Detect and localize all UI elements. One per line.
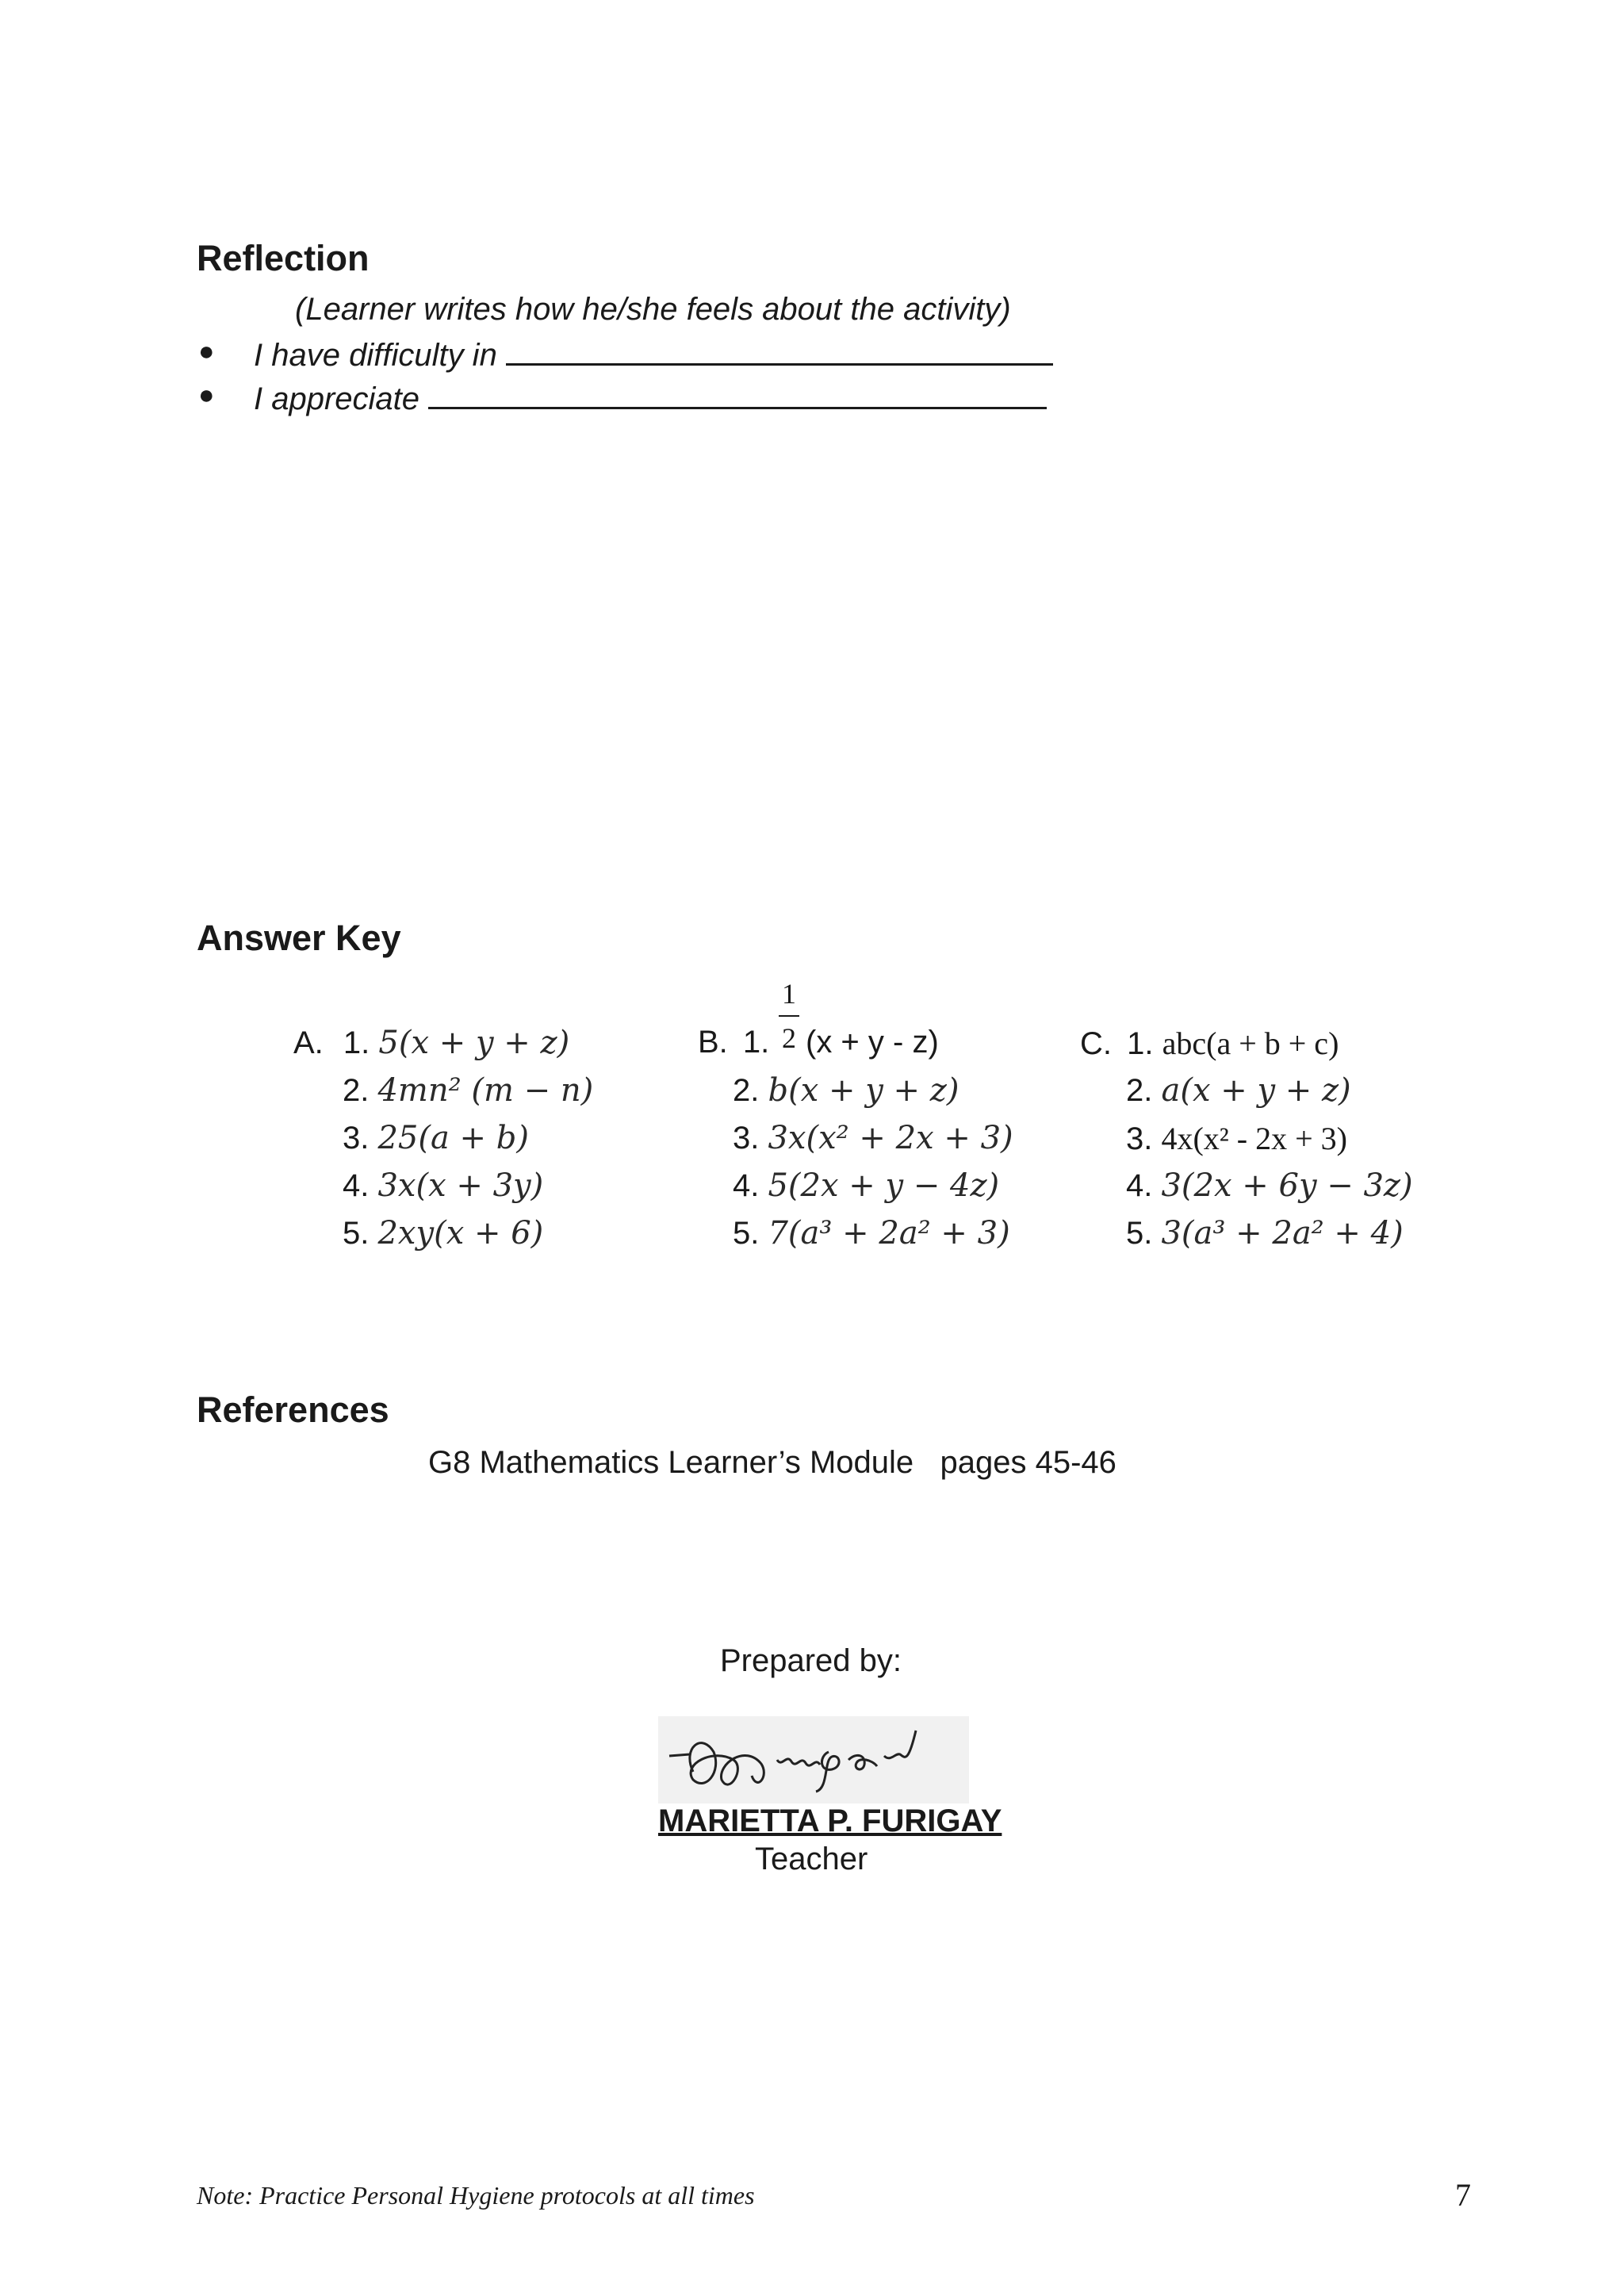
handwritten-signature-icon [658,1716,969,1803]
fraction-numerator: 1 [782,978,796,1010]
references-heading: References [197,1389,389,1430]
answer-c-4: 4. 3(2x + 6y − 3z) [1126,1167,1413,1204]
answer-b-5: 5. 7(a³ + 2a² + 3) [733,1215,1010,1251]
signature-image [658,1716,969,1803]
reflection-instruction: (Learner writes how he/she feels about the activity) [295,292,1011,327]
answer-b-2: 2. b(x + y + z) [733,1072,959,1109]
appreciate-answer-blank[interactable] [428,378,1047,409]
answer-b-1: B. 1. [698,1025,770,1060]
answer-a-3: 3. 25(a + b) [343,1120,529,1156]
answer-b-4: 4. 5(2x + y − 4z) [733,1167,1000,1204]
bullet-icon: ● [198,336,215,366]
page-number: 7 [1455,2177,1471,2213]
answer-c-3: 3. 4x(x² - 2x + 3) [1126,1121,1347,1156]
bullet-icon: ● [198,380,215,410]
answer-a-2: 2. 4mn² (m − n) [343,1072,594,1109]
section-label-b: B. [698,1025,728,1060]
reflection-line-appreciate [254,378,1047,417]
section-label-c: C. [1080,1026,1112,1061]
fraction-denominator: 2 [782,1022,796,1054]
prepared-by-label: Prepared by: [720,1643,902,1678]
answer-b-3: 3. 3x(x² + 2x + 3) [733,1120,1013,1156]
teacher-role: Teacher [755,1842,868,1876]
appreciate-prompt: I appreciate [254,381,420,416]
answer-a-4: 4. 3x(x + 3y) [343,1167,544,1204]
answer-c-5: 5. 3(a³ + 2a² + 4) [1126,1215,1404,1251]
fraction-bar [779,1015,799,1017]
reflection-bullet-1 [198,336,215,367]
references-text: G8 Mathematics Learner’s Module pages 45-46 [428,1445,1116,1480]
answer-c-2: 2. a(x + y + z) [1126,1072,1351,1109]
answer-c-1: C. 1. abc(a + b + c) [1080,1025,1339,1061]
answer-b-1-expr: (x + y - z) [806,1025,939,1060]
section-label-a: A. [293,1025,324,1060]
answer-a-1: A. 1. 5(x + y + z) [293,1025,570,1061]
difficulty-prompt: I have difficulty in [254,338,497,373]
reflection-line-difficulty [254,335,1053,374]
footer-note: Note: Practice Personal Hygiene protocols at all times [197,2181,755,2210]
difficulty-answer-blank[interactable] [506,335,1053,366]
reflection-bullet-2 [198,380,215,411]
reflection-heading: Reflection [197,238,370,278]
answer-a-5: 5. 2xy(x + 6) [343,1215,544,1251]
teacher-name: MARIETTA P. FURIGAY [658,1803,1002,1838]
answer-key-heading: Answer Key [197,918,401,958]
